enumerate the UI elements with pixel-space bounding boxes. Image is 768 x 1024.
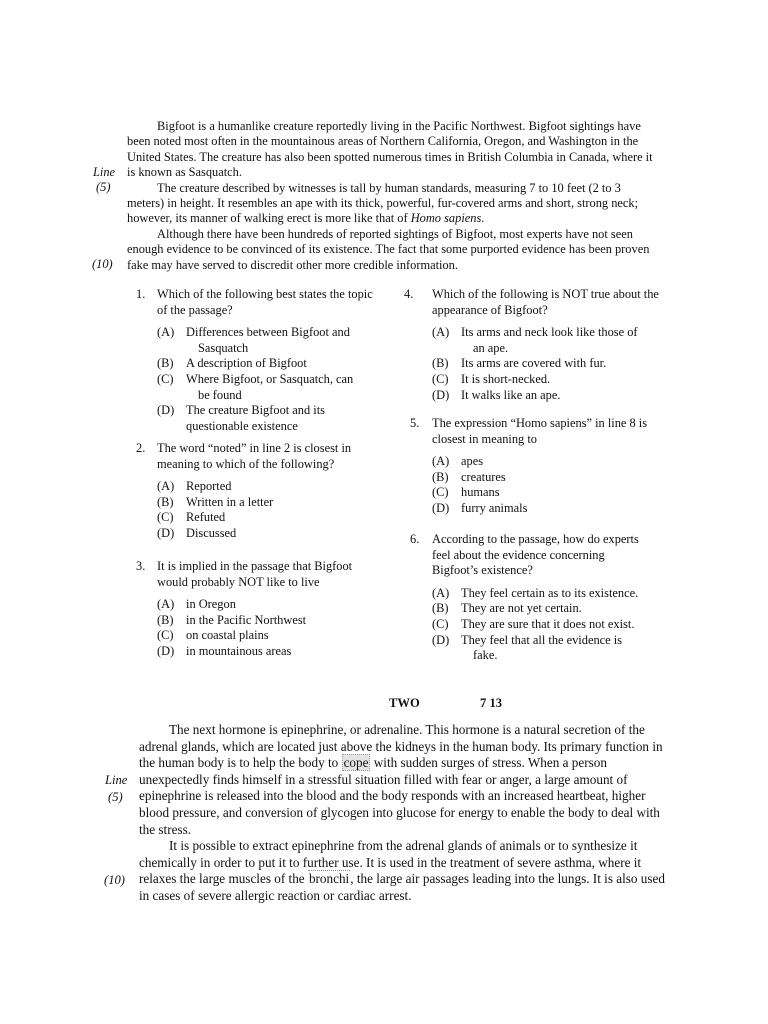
question-stem: Which of the following best states the topic of the passage?	[157, 287, 373, 317]
question-stem: It is implied in the passage that Bigfoot would probably NOT like to live	[157, 559, 353, 589]
answer-option[interactable]	[432, 617, 666, 633]
section-header-right: 7 13	[480, 696, 503, 710]
answer-option[interactable]	[157, 644, 376, 660]
answer-option[interactable]	[432, 372, 666, 388]
option-letter: (B)	[157, 356, 174, 371]
answer-option[interactable]	[432, 586, 666, 602]
option-text: in mountainous areas	[186, 643, 292, 658]
questions-left-column	[136, 287, 376, 667]
answer-option[interactable]	[157, 510, 376, 526]
option-letter: (A)	[157, 597, 175, 612]
option-text: It walks like an ape.	[461, 387, 561, 402]
option-text: Its arms are covered with fur.	[461, 356, 607, 371]
question-number: 3.	[136, 559, 146, 573]
question-stem: The word “noted” in line 2 is closest in meaning to which of the following?	[157, 441, 352, 471]
option-text: Discussed	[186, 525, 237, 540]
answer-option[interactable]	[157, 613, 376, 629]
option-letter: (D)	[157, 403, 175, 418]
option-text: They are sure that it does not exist.	[461, 616, 635, 631]
answer-option[interactable]	[432, 633, 666, 664]
question-5	[410, 416, 666, 517]
option-text: Written in a letter	[186, 494, 274, 509]
option-letter: (B)	[432, 469, 449, 484]
answer-option[interactable]	[432, 485, 666, 501]
question-6	[410, 532, 666, 664]
question-2	[136, 441, 376, 542]
option-letter: (D)	[432, 500, 450, 515]
option-text: Differences between Bigfoot and	[186, 325, 350, 340]
line-number-10: (10)	[104, 873, 125, 887]
option-text-continued: questionable existence	[186, 418, 298, 433]
option-letter: (D)	[432, 387, 450, 402]
answer-option[interactable]	[157, 495, 376, 511]
question-stem: According to the passage, how do experts feel about the evidence concerning Bigfoot’s existence?	[432, 532, 639, 578]
answer-option[interactable]	[157, 628, 376, 644]
option-text: They feel certain as to its existence.	[461, 585, 639, 600]
option-letter: (C)	[157, 510, 174, 525]
section-header-left: TWO	[389, 696, 420, 710]
passage-1-paragraph-1: Bigfoot is a humanlike creature reportedly living in the Pacific Northwest. Bigfoot sightings have been noted most often in the mountainous areas of Northern California, Oregon, and Washington in the United States. The creature has also been spotted numerous times in British Columbia in Canada, where it is known as Sasquatch.	[127, 119, 653, 180]
option-letter: (B)	[157, 494, 174, 509]
question-number: 4.	[404, 287, 414, 301]
question-1	[136, 287, 376, 434]
answer-option[interactable]	[157, 597, 376, 613]
questions-right-column	[404, 287, 666, 667]
passage-1-paragraph-3: Although there have been hundreds of reported sightings of Bigfoot, most experts have not seen enough evidence to be convinced of its existence. The fact that some purported evidence has been proven fake may have served to discredit other more credible information.	[127, 226, 650, 272]
answer-option[interactable]	[432, 601, 666, 617]
option-text-continued: be found	[198, 387, 242, 402]
option-text: creatures	[461, 469, 506, 484]
question-number: 2.	[136, 441, 146, 455]
option-letter: (C)	[432, 616, 449, 631]
answer-option[interactable]	[432, 470, 666, 486]
answer-options	[432, 454, 666, 516]
passage-2-paragraph-1-text: The next hormone is epinephrine, or adrenaline. This hormone is a natural secretion of the adrenal glands, which are located just above the kidneys in the human body. Its primary function in the human body is to help the body to	[139, 722, 663, 771]
answer-options	[157, 325, 376, 434]
homo-sapiens-term: Homo sapiens	[410, 211, 482, 226]
question-4	[404, 287, 666, 403]
answer-option[interactable]	[157, 372, 376, 403]
option-text: Its arms and neck look like those of	[461, 325, 638, 340]
answer-option[interactable]	[432, 325, 666, 356]
option-letter: (A)	[432, 454, 450, 469]
option-letter: (A)	[157, 479, 175, 494]
line-number-5: (5)	[96, 180, 111, 194]
passage-1-paragraph-2-text: The creature described by witnesses is tall by human standards, measuring 7 to 10 feet (2 to 3 meters) in height. It resembles an ape with its thick, powerful, fur-covered arms and short, strong neck; however, its manner of walking erect is more like that of	[127, 180, 639, 226]
option-letter: (A)	[432, 325, 450, 340]
answer-option[interactable]	[432, 356, 666, 372]
option-letter: (C)	[432, 371, 449, 386]
passage-1-paragraph-2	[127, 181, 661, 227]
option-letter: (D)	[157, 525, 175, 540]
line-number-10: (10)	[92, 257, 113, 271]
passage-2-paragraph-2-end: , the large air passages leading into the lungs. It is also used in cases of severe allergic reaction or cardiac arrest.	[139, 871, 665, 903]
option-text: furry animals	[461, 500, 528, 515]
option-letter: (A)	[432, 585, 450, 600]
option-text-continued: Sasquatch	[198, 340, 249, 355]
line-number-5: (5)	[108, 790, 123, 804]
option-text: on coastal plains	[186, 628, 269, 643]
answer-option[interactable]	[157, 325, 376, 356]
passage-1-paragraph-2-end: .	[481, 211, 485, 226]
option-letter: (B)	[432, 356, 449, 371]
answer-option[interactable]	[432, 454, 666, 470]
line-label: Line	[105, 773, 128, 787]
answer-option[interactable]	[157, 403, 376, 434]
option-text: Refuted	[186, 510, 226, 525]
option-text: apes	[461, 454, 484, 469]
answer-option[interactable]	[157, 479, 376, 495]
highlighted-word-cope: cope	[343, 755, 369, 771]
passage-2-paragraph-1	[139, 722, 669, 838]
answer-option[interactable]	[157, 526, 376, 542]
option-letter: (D)	[432, 632, 450, 647]
question-number: 5.	[410, 416, 420, 430]
option-text: They feel that all the evidence is	[461, 632, 623, 647]
option-text: Where Bigfoot, or Sasquatch, can	[186, 371, 354, 386]
answer-options	[157, 479, 376, 541]
option-text-continued: an ape.	[473, 340, 509, 355]
option-letter: (B)	[432, 601, 449, 616]
passage-2	[139, 722, 669, 905]
option-text: The creature Bigfoot and its	[186, 403, 326, 418]
option-text: A description of Bigfoot	[186, 356, 307, 371]
answer-options	[157, 597, 376, 659]
option-letter: (B)	[157, 612, 174, 627]
passage-2-paragraph-1-end: with sudden surges of stress. When a person unexpectedly finds himself in a stressful situation filled with fear or anger, a large amount of epinephrine is released into the blood and the body responds with an increased heartbeat, higher blood pressure, and conversion of glycogen into glucose for energy to enable the body to deal with the stress.	[139, 755, 660, 837]
highlighted-word-bronchi: bronchi	[308, 871, 350, 887]
passage-2-paragraph-2	[139, 838, 669, 904]
answer-option[interactable]	[432, 388, 666, 404]
answer-option[interactable]	[157, 356, 376, 372]
option-text: in Oregon	[186, 597, 236, 612]
question-stem: The expression “Homo sapiens” in line 8 is closest in meaning to	[432, 416, 648, 446]
passage-1	[127, 119, 661, 273]
option-text: Reported	[186, 479, 232, 494]
option-text-continued: fake.	[473, 648, 498, 663]
answer-options	[432, 586, 666, 664]
option-text: humans	[461, 485, 500, 500]
option-letter: (A)	[157, 325, 175, 340]
option-letter: (C)	[157, 628, 174, 643]
question-stem: Which of the following is NOT true about the appearance of Bigfoot?	[432, 287, 659, 317]
option-letter: (C)	[432, 485, 449, 500]
passage-2-paragraph-2-text: It is possible to extract epinephrine from the adrenal glands of animals or to synthesize it chemically in order to put it to further use. It is used in the treatment of severe asthma, where it relaxes the large muscles of the	[139, 838, 642, 887]
question-number: 6.	[410, 532, 420, 546]
question-number: 1.	[136, 287, 146, 301]
option-letter: (D)	[157, 643, 175, 658]
option-text: They are not yet certain.	[461, 601, 582, 616]
answer-option[interactable]	[432, 501, 666, 517]
answer-options	[432, 325, 666, 403]
question-3	[136, 559, 376, 660]
line-label: Line	[93, 165, 116, 179]
option-letter: (C)	[157, 371, 174, 386]
option-text: It is short-necked.	[461, 371, 551, 386]
option-text: in the Pacific Northwest	[186, 612, 307, 627]
